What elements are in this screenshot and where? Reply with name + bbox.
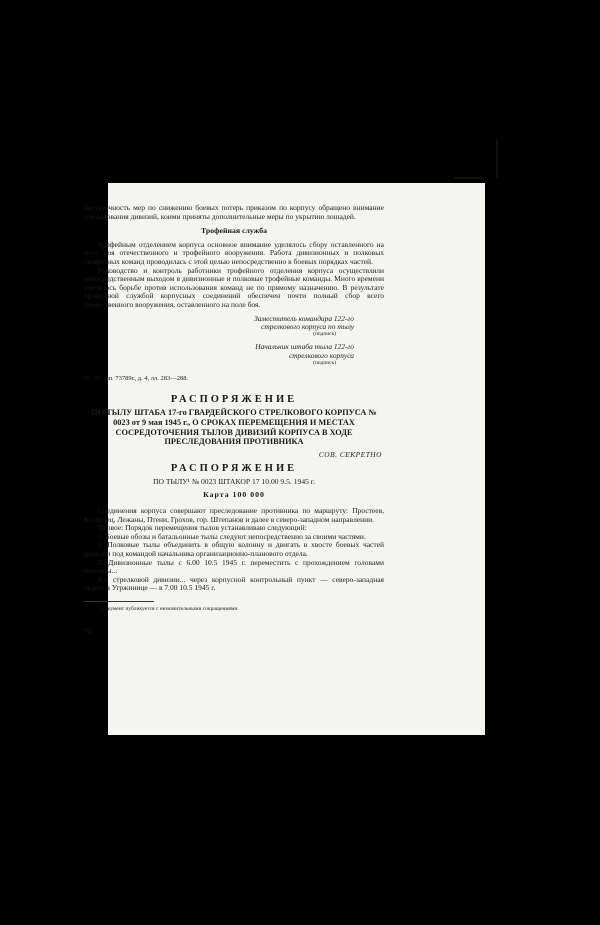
document-text — [84, 204, 384, 636]
signature-2-line-1: Начальник штаба тыла 122-го — [255, 342, 354, 352]
trophy-paragraph-2: Руководство и контроль работники трофейного отделения корпуса осуществляли непосредственным выходом в дивизионные и полковые трофейные команды. Много времени уделялось борьбе против использования команд не по прямому назначению. В результате трофейной службой корпусных соединений обеспечен почти полный сбор всего отечественного вооружения, оставленного на поле боя. — [84, 265, 384, 309]
order-subtitle: ПО ТЫЛУ ШТАБА 17-го ГВАРДЕЙСКОГО СТРЕЛКОВОГО КОРПУСА № 0023 от 9 мая 1945 г., О СРОКАХ ПЕРЕМЕЩЕНИЯ И МЕСТАХ СОСРЕДОТОЧЕНИЯ ТЫЛОВ ДИВИЗИЙ КОРПУСА В ХОДЕ ПРЕСЛЕДОВАНИЯ ПРОТИВНИКА — [91, 408, 377, 447]
signature-1-line-1: Заместитель командира 122-го — [254, 313, 354, 323]
order-title: РАСПОРЯЖЕНИЕ — [170, 393, 298, 405]
body-paragraph-3: 1. Боевые обозы и батальонные тылы следуют непосредственно за своими частями. — [98, 531, 366, 541]
signature-1-note: (подпись) — [313, 331, 336, 338]
signature-2-line-2: стрелкового корпуса — [288, 350, 354, 360]
signature-2-note: (подпись) — [313, 360, 336, 367]
page-number: 72 — [84, 626, 92, 636]
archive-reference: Ф. 397, оп. 73789с, д. 4, лл. 283—288. — [84, 375, 189, 383]
order-reference-line: ПО ТЫЛУ¹ № 0023 ШТАКОР 17 10.00 9.5. 1945 г. — [153, 476, 315, 486]
crop-mark-vertical — [496, 140, 498, 178]
footnote-rule — [84, 601, 154, 602]
trophy-paragraph-1: Трофейным отделением корпуса основное внимание уделялось сбору оставленного на поле боя отечественного и трофейного вооружения. Работа дивизионных и полковых трофейных команд проводилась с этой целью непосредственно в боевых порядках частей. — [84, 239, 384, 266]
body-paragraph-6: 8-й стрелковой дивизии... через корпусной контрольный пункт — северо-западная окраина Угржинице — в 7.00 10.5 1945 г. — [84, 574, 384, 593]
footnote: ¹ Документ публикуется с незначительными сокращениями. — [98, 606, 239, 613]
body-paragraph-1: Соединения корпуса совершают преследование противника по маршруту: Простеев, Костелец, Лежаны, Птени, Грохов, гор. Штепанов и далее в северо-западном направлении. — [84, 506, 384, 524]
body-paragraph-4: 2. Полковые тылы объединить в общую колонну и двигать в хвосте боевых частей дивизии под командой начальника организационно-планового отдела. — [84, 540, 384, 559]
body-paragraph-2: Первое: Порядок перемещения тылов устанавливаю следующий: — [98, 523, 307, 533]
section-heading: Трофейная служба — [200, 226, 268, 236]
top-paragraph: достаточность мер по снижению боевых потерь приказом по корпусу обращено внимание командования дивизий, коими приняты дополнительные меры по укрытию лошадей. — [84, 203, 384, 221]
order-title-2: РАСПОРЯЖЕНИЕ — [170, 463, 298, 475]
body-paragraph-5: 3. Дивизионные тылы с 6.00 10.5 1945 г. переместить с прохождением головами колонны... — [84, 557, 384, 576]
crop-mark-top-right — [454, 177, 482, 179]
secrecy-stamp: СОВ. СЕКРЕТНО — [318, 449, 382, 459]
map-scale: Карта 100 000 — [203, 489, 265, 499]
signature-1-line-2: стрелкового корпуса по тылу — [261, 321, 354, 331]
